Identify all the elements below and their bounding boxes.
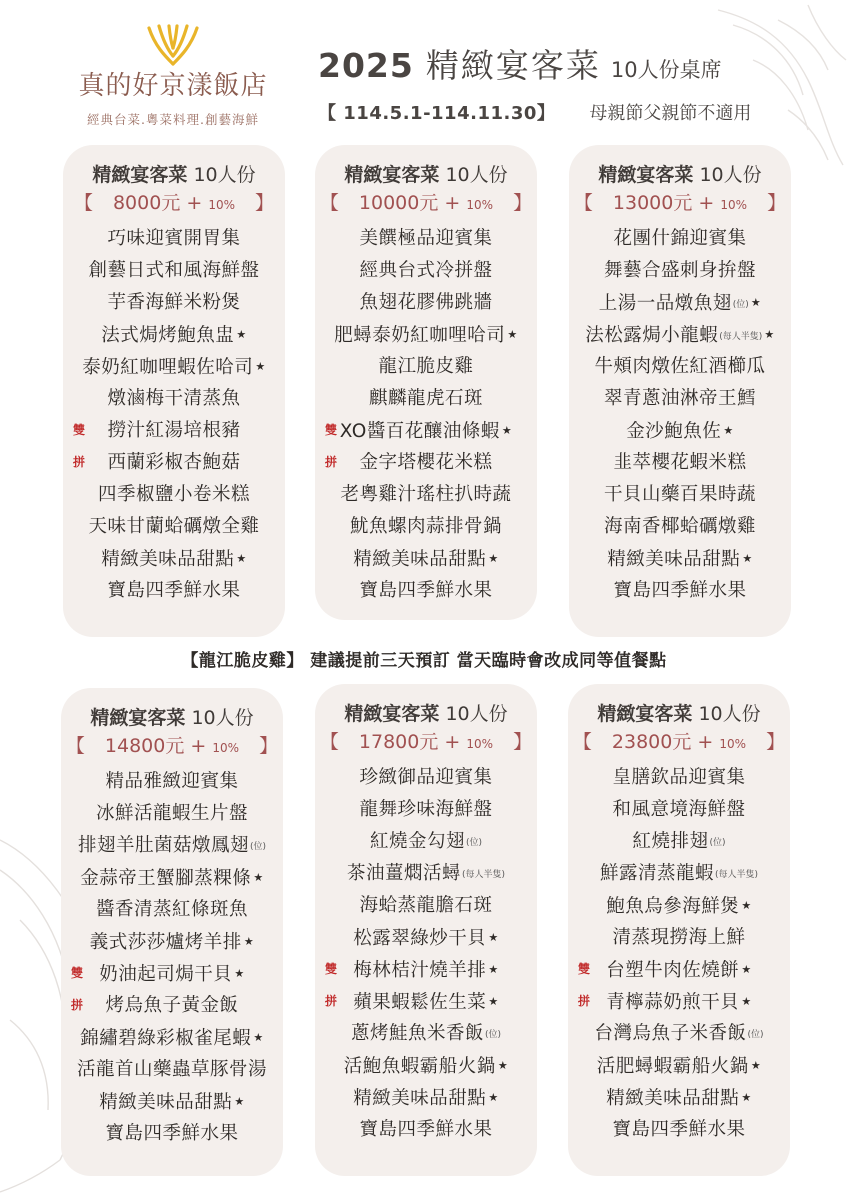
star-icon: ★ xyxy=(255,360,266,373)
combo-tag: 雙 xyxy=(578,962,591,976)
dish-name: 紅燒排翅 xyxy=(632,831,709,852)
price-plus: + xyxy=(697,731,714,753)
price-plus: + xyxy=(186,192,203,214)
card-title xyxy=(315,161,537,189)
dish-name: 舞藝合盛刺身拚盤 xyxy=(603,260,756,281)
card-title xyxy=(315,700,537,728)
dish-name: 蔥烤鮭魚米香飯 xyxy=(350,1023,484,1044)
portion-note: (位) xyxy=(484,1030,502,1040)
menu-name: 精緻宴客菜 xyxy=(344,703,440,725)
card-title xyxy=(569,161,791,189)
dish-item xyxy=(315,890,537,922)
dish-item xyxy=(315,1114,537,1146)
dish-name: 烤烏魚子黃金飯 xyxy=(105,995,239,1016)
dish-name: 精品雅緻迎賓集 xyxy=(105,771,239,792)
star-icon: ★ xyxy=(253,871,264,884)
bracket-open: 【 xyxy=(573,192,593,214)
dish-item xyxy=(568,1050,790,1082)
dish-name: 芋香海鮮米粉煲 xyxy=(107,292,241,313)
dish-item xyxy=(315,511,537,543)
title-serving: 10人份桌席 xyxy=(610,58,722,82)
dish-item xyxy=(568,986,790,1018)
dish-item xyxy=(568,954,790,986)
dish-item xyxy=(63,223,285,255)
price-plus: + xyxy=(444,192,461,214)
dish-item xyxy=(315,858,537,890)
dish-name: 寶島四季鮮水果 xyxy=(612,1119,746,1140)
star-icon: ★ xyxy=(741,995,752,1008)
dish-item xyxy=(61,766,283,798)
star-icon: ★ xyxy=(742,552,753,565)
menu-card xyxy=(315,145,537,620)
dish-item xyxy=(569,351,791,383)
price-plus: + xyxy=(444,731,461,753)
dish-item xyxy=(315,223,537,255)
dish-name: 義式莎莎爐烤羊排 xyxy=(89,932,242,953)
dish-item xyxy=(569,255,791,287)
dish-name: 經典台式冷拼盤 xyxy=(359,260,493,281)
dish-item xyxy=(61,830,283,862)
dish-name: 台塑牛肉佐燒餅 xyxy=(606,960,740,981)
dish-name: 冰鮮活龍蝦生片盤 xyxy=(95,803,248,824)
menu-serving: 10人份 xyxy=(191,707,254,729)
dish-name: 珍緻御品迎賓集 xyxy=(359,767,493,788)
dish-name: 精緻美味品甜點 xyxy=(101,549,235,570)
dish-item xyxy=(61,1086,283,1118)
dish-item xyxy=(568,794,790,826)
dish-item xyxy=(315,319,537,351)
dish-name: 美饌極品迎賓集 xyxy=(359,228,493,249)
star-icon: ★ xyxy=(750,296,762,309)
dish-item xyxy=(569,319,791,351)
star-icon: ★ xyxy=(234,967,245,980)
dish-item xyxy=(63,383,285,415)
portion-note: (位) xyxy=(709,838,726,848)
menu-card xyxy=(63,145,285,637)
dish-item xyxy=(568,890,790,922)
dish-name: 金沙鮑魚佐 xyxy=(626,421,722,442)
dish-name: 清蒸現撈海上鮮 xyxy=(612,927,746,948)
service-charge: 10% xyxy=(466,198,494,212)
dish-name: 鮑魚烏參海鮮煲 xyxy=(606,896,740,917)
menu-name: 精緻宴客菜 xyxy=(92,164,188,186)
dish-item xyxy=(315,287,537,319)
dish-name: 魷魚螺肉蒜排骨鍋 xyxy=(349,516,502,537)
star-icon: ★ xyxy=(750,1059,762,1072)
combo-tag: 拼 xyxy=(578,994,591,1008)
dish-item xyxy=(315,826,537,858)
dish-name: 寶島四季鮮水果 xyxy=(359,580,493,601)
dish-name: 牛頰肉燉佐紅酒櫛瓜 xyxy=(594,356,766,377)
dish-item xyxy=(315,479,537,511)
dish-item xyxy=(63,447,285,479)
dish-name: 精緻美味品甜點 xyxy=(353,1088,487,1109)
menu-card xyxy=(568,684,790,1176)
valid-period: 【 114.5.1-114.11.30】 xyxy=(318,103,556,124)
card-title xyxy=(61,704,283,732)
dish-item xyxy=(61,894,283,926)
dish-item xyxy=(315,543,537,575)
dish-item xyxy=(315,415,537,447)
dish-item xyxy=(568,762,790,794)
dish-item xyxy=(568,858,790,890)
brand-name: 真的好京漾飯店 xyxy=(78,71,268,101)
service-charge: 10% xyxy=(720,198,748,212)
portion-note: (每人半隻) xyxy=(714,870,759,880)
dish-name: 活龍首山藥蟲草豚骨湯 xyxy=(76,1059,267,1080)
star-icon: ★ xyxy=(488,1091,499,1104)
star-icon: ★ xyxy=(741,963,752,976)
star-icon: ★ xyxy=(501,424,513,437)
dish-item xyxy=(61,958,283,990)
dish-name: 金蒜帝王蟹腳蒸粿條 xyxy=(80,868,252,889)
star-icon: ★ xyxy=(764,328,775,341)
dish-name: 金字塔櫻花米糕 xyxy=(359,452,493,473)
dish-item xyxy=(568,1082,790,1114)
dish-item xyxy=(315,794,537,826)
dish-name: 寶島四季鮮水果 xyxy=(107,580,241,601)
bracket-close: 】 xyxy=(767,192,787,214)
bracket-open: 【 xyxy=(65,735,85,757)
menu-price xyxy=(63,189,285,219)
price-plus: + xyxy=(190,735,207,757)
page-title xyxy=(318,40,838,87)
brand-logo xyxy=(58,22,288,128)
dish-item xyxy=(63,479,285,511)
dish-item xyxy=(315,351,537,383)
star-icon: ★ xyxy=(723,424,734,437)
portion-note: (每人半隻) xyxy=(719,332,763,342)
dish-name: 韭萃櫻花蝦米糕 xyxy=(613,452,747,473)
dish-item xyxy=(315,922,537,954)
dish-item xyxy=(63,543,285,575)
menu-name: 精緻宴客菜 xyxy=(344,164,440,186)
menu-name: 精緻宴客菜 xyxy=(598,164,694,186)
dish-name: 寶島四季鮮水果 xyxy=(105,1123,239,1144)
dish-name: 天味甘蘭蛤礪燉全雞 xyxy=(88,516,260,537)
dish-item xyxy=(569,383,791,415)
menu-card xyxy=(61,688,283,1176)
dish-name: 和風意境海鮮盤 xyxy=(612,799,746,820)
portion-note: (位) xyxy=(747,1030,764,1040)
dish-item xyxy=(61,926,283,958)
dish-name: 精緻美味品甜點 xyxy=(353,549,487,570)
dish-name: 上湯一品燉魚翅 xyxy=(598,293,732,314)
combo-tag: 雙 xyxy=(325,423,338,437)
dish-item xyxy=(569,575,791,607)
portion-note: (每人半隻) xyxy=(461,870,506,880)
dish-name: 茶油薑燜活蟳 xyxy=(346,863,461,884)
dish-item xyxy=(568,826,790,858)
dish-name: 老粵雞汁瑤柱扒時蔬 xyxy=(340,484,512,505)
holiday-exclusion-note: 母親節父親節不適用 xyxy=(589,103,752,124)
dish-name: 魚翅花膠佛跳牆 xyxy=(359,292,493,313)
dish-name: 泰奶紅咖哩蝦佐哈司 xyxy=(82,357,254,378)
service-charge: 10% xyxy=(466,737,494,751)
dish-name: 精緻美味品甜點 xyxy=(99,1092,233,1113)
dish-name: 活肥蟳蝦霸船火鍋 xyxy=(596,1056,749,1077)
dish-name: 排翅羊肚菌菇燉鳳翅 xyxy=(77,835,249,856)
combo-tag: 雙 xyxy=(325,962,338,976)
dish-item xyxy=(63,319,285,351)
dish-name: 奶油起司焗干貝 xyxy=(99,964,233,985)
dish-name: 肥蟳泰奶紅咖哩哈司 xyxy=(334,325,506,346)
dish-name: 寶島四季鮮水果 xyxy=(359,1119,493,1140)
menu-name: 精緻宴客菜 xyxy=(90,707,186,729)
dish-name: 海南香椰蛤礪燉雞 xyxy=(603,516,756,537)
title-year: 2025 xyxy=(318,46,414,85)
price-value: 8000元 xyxy=(112,192,181,214)
dish-item xyxy=(315,383,537,415)
service-charge: 10% xyxy=(719,737,747,751)
dish-item xyxy=(63,511,285,543)
dish-name: 精緻美味品甜點 xyxy=(606,1088,740,1109)
price-plus: + xyxy=(698,192,715,214)
menu-serving: 10人份 xyxy=(698,703,761,725)
dish-item xyxy=(569,479,791,511)
star-icon: ★ xyxy=(234,1095,245,1108)
dish-name: 活鮑魚蝦霸船火鍋 xyxy=(343,1056,496,1077)
menu-price xyxy=(569,189,791,219)
brand-tagline: 經典台菜.粵菜料理.創藝海鮮 xyxy=(87,112,259,127)
star-icon: ★ xyxy=(507,328,518,341)
combo-tag: 拼 xyxy=(71,998,84,1012)
dish-name: 花團什錦迎賓集 xyxy=(613,228,747,249)
dish-name: 龍舞珍味海鮮盤 xyxy=(359,799,493,820)
combo-tag: 雙 xyxy=(73,423,86,437)
star-icon: ★ xyxy=(488,931,499,944)
dish-item xyxy=(569,543,791,575)
star-icon: ★ xyxy=(243,935,255,948)
star-icon: ★ xyxy=(488,552,499,565)
dish-name: 精緻美味品甜點 xyxy=(607,549,741,570)
menu-price xyxy=(315,189,537,219)
star-icon: ★ xyxy=(488,995,499,1008)
dish-item xyxy=(315,255,537,287)
dish-name: 四季椒鹽小卷米糕 xyxy=(97,484,250,505)
dish-item xyxy=(569,415,791,447)
dish-name: 松露翠綠炒干貝 xyxy=(353,928,487,949)
dish-item xyxy=(315,762,537,794)
menu-price xyxy=(315,728,537,758)
bracket-open: 【 xyxy=(73,192,93,214)
menu-name: 精緻宴客菜 xyxy=(597,703,693,725)
dish-item xyxy=(568,1018,790,1050)
dish-name: XO醬百花釀油條蝦 xyxy=(339,421,500,442)
star-icon: ★ xyxy=(488,963,499,976)
dish-name: 撈汁紅湯培根豬 xyxy=(107,420,241,441)
portion-note: (位) xyxy=(465,838,483,848)
card-title xyxy=(568,700,790,728)
bracket-close: 】 xyxy=(766,731,786,753)
bracket-close: 】 xyxy=(259,735,279,757)
star-icon: ★ xyxy=(741,1091,752,1104)
dish-name: 鮮露清蒸龍蝦 xyxy=(599,863,714,884)
price-value: 10000元 xyxy=(358,192,439,214)
star-icon: ★ xyxy=(741,899,752,912)
dish-item xyxy=(315,447,537,479)
dish-item xyxy=(61,798,283,830)
dish-item xyxy=(61,1054,283,1086)
bracket-close: 】 xyxy=(513,731,533,753)
bracket-open: 【 xyxy=(572,731,592,753)
dish-item xyxy=(315,1018,537,1050)
dish-name: 錦繡碧綠彩椒雀尾蝦 xyxy=(80,1028,252,1049)
dish-item xyxy=(569,223,791,255)
menu-price xyxy=(568,728,790,758)
menu-serving: 10人份 xyxy=(445,164,508,186)
gold-fan-logo-icon xyxy=(141,22,205,68)
menu-serving: 10人份 xyxy=(699,164,762,186)
menu-price xyxy=(61,732,283,762)
service-charge: 10% xyxy=(212,741,240,755)
subtitle-row xyxy=(318,99,838,125)
menu-serving: 10人份 xyxy=(193,164,256,186)
dish-item xyxy=(63,351,285,383)
dish-name: 龍江脆皮雞 xyxy=(378,356,474,377)
dish-name: 皇膳欽品迎賓集 xyxy=(612,767,746,788)
combo-tag: 雙 xyxy=(71,966,84,980)
dish-item xyxy=(63,287,285,319)
preorder-note: 【龍江脆皮雞】 建議提前三天預訂 當天臨時會改成同等值餐點 xyxy=(181,651,667,671)
dish-name: 法式焗烤鮑魚盅 xyxy=(101,325,235,346)
dish-item xyxy=(61,1022,283,1054)
star-icon: ★ xyxy=(236,552,247,565)
portion-note: (位) xyxy=(732,300,749,310)
dish-item xyxy=(315,575,537,607)
star-icon: ★ xyxy=(236,328,247,341)
dish-name: 蘋果蝦鬆佐生菜 xyxy=(353,992,487,1013)
dish-name: 巧味迎賓開胃集 xyxy=(107,228,241,249)
price-value: 23800元 xyxy=(611,731,692,753)
dish-name: 寶島四季鮮水果 xyxy=(613,580,747,601)
star-icon: ★ xyxy=(497,1059,509,1072)
dish-item xyxy=(315,954,537,986)
dish-name: 台灣烏魚子米香飯 xyxy=(594,1023,747,1044)
price-value: 13000元 xyxy=(612,192,693,214)
title-main: 精緻宴客菜 xyxy=(425,46,601,85)
dish-item xyxy=(568,922,790,954)
dish-name: 干貝山藥百果時蔬 xyxy=(603,484,756,505)
dish-item xyxy=(315,1050,537,1082)
dish-name: 西蘭彩椒杏鮑菇 xyxy=(107,452,241,473)
dish-name: 翠青蔥油淋帝王鱈 xyxy=(603,388,756,409)
bracket-open: 【 xyxy=(319,192,339,214)
dish-item xyxy=(569,511,791,543)
dish-name: 醬香清蒸紅條斑魚 xyxy=(95,899,248,920)
dish-item xyxy=(63,415,285,447)
price-value: 17800元 xyxy=(358,731,439,753)
card-title xyxy=(63,161,285,189)
dish-item xyxy=(315,986,537,1018)
service-charge: 10% xyxy=(208,198,236,212)
bracket-close: 】 xyxy=(513,192,533,214)
dish-item xyxy=(315,1082,537,1114)
dish-name: 創藝日式和風海鮮盤 xyxy=(88,260,260,281)
dish-item xyxy=(63,255,285,287)
dish-name: 燉滷梅干清蒸魚 xyxy=(107,388,241,409)
dish-name: 法松露焗小龍蝦 xyxy=(585,325,719,346)
dish-item xyxy=(63,575,285,607)
menu-card xyxy=(569,145,791,637)
dish-name: 海蛤蒸龍膽石斑 xyxy=(359,895,493,916)
price-value: 14800元 xyxy=(104,735,185,757)
dish-item xyxy=(61,862,283,894)
menu-serving: 10人份 xyxy=(445,703,508,725)
dish-item xyxy=(569,447,791,479)
dish-name: 梅林桔汁燒羊排 xyxy=(353,960,487,981)
combo-tag: 拼 xyxy=(325,455,338,469)
dish-name: 麒麟龍虎石斑 xyxy=(368,388,483,409)
portion-note: (位) xyxy=(249,842,267,852)
bracket-close: 】 xyxy=(255,192,275,214)
dish-item xyxy=(61,990,283,1022)
dish-item xyxy=(569,287,791,319)
dish-item xyxy=(568,1114,790,1146)
bracket-open: 【 xyxy=(319,731,339,753)
menu-card xyxy=(315,684,537,1176)
dish-name: 青檸蒜奶煎干貝 xyxy=(606,992,740,1013)
star-icon: ★ xyxy=(253,1031,264,1044)
dish-name: 紅燒金勾翅 xyxy=(369,831,465,852)
combo-tag: 拼 xyxy=(325,994,338,1008)
dish-item xyxy=(61,1118,283,1150)
combo-tag: 拼 xyxy=(73,455,86,469)
